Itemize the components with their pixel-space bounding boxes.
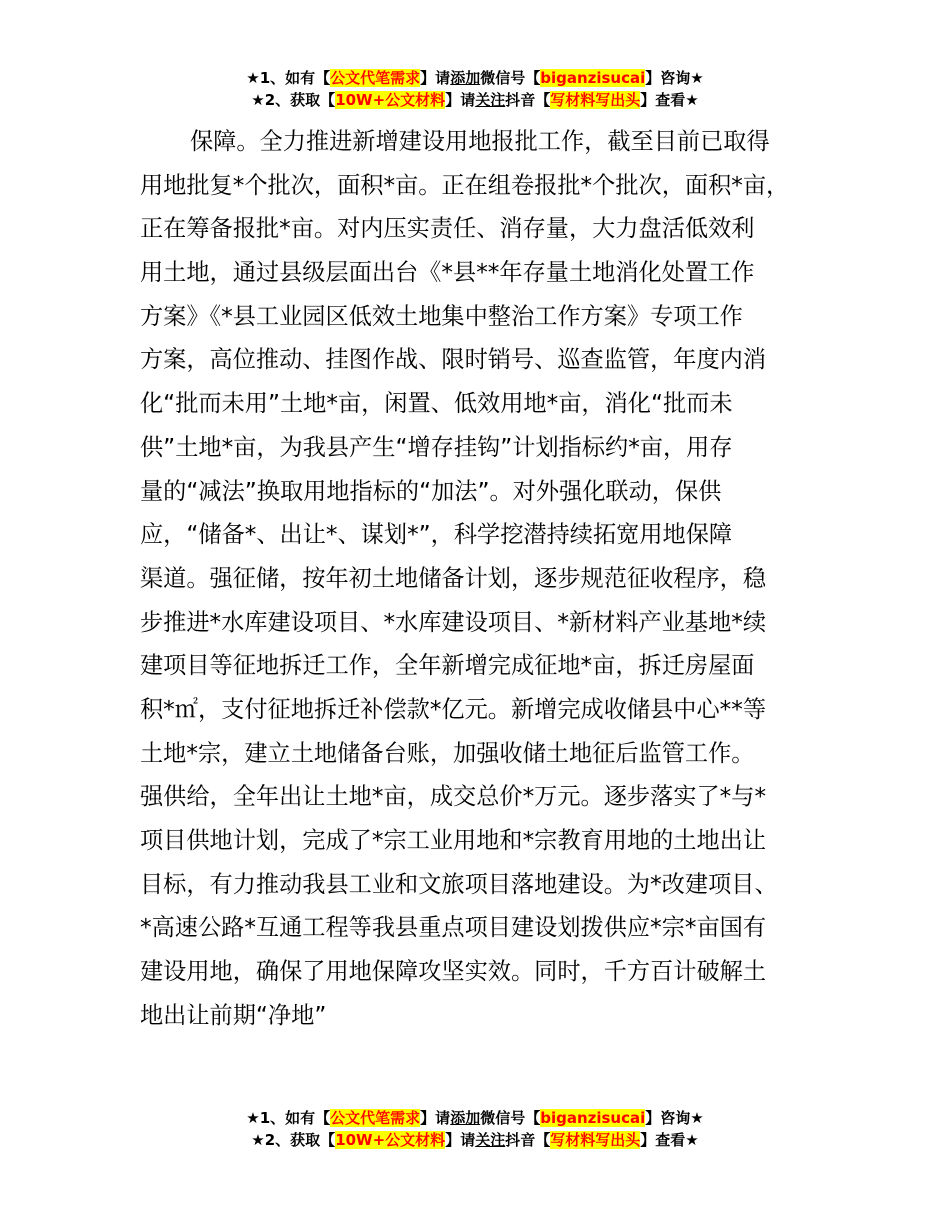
banner-text: 】咨询★	[645, 1109, 704, 1127]
body-line: 保障。全力推进新增建设用地报批工作，截至目前已取得	[190, 128, 770, 155]
body-line: 方案》《*县工业园区低效土地集中整治工作方案》专项工作	[140, 302, 743, 330]
body-line: 地出让前期“净地”	[140, 1001, 327, 1029]
body-line: 积*㎡，支付征地拆迁补偿款*亿元。新增完成收储县中心**等	[140, 695, 767, 723]
body-line: 步推进*水库建设项目、*水库建设项目、*新材料产业基地*续	[140, 608, 767, 636]
body-line: 渠道。强征储，按年初土地储备计划，逐步规范征收程序，稳	[140, 564, 767, 592]
document-body	[140, 120, 825, 1037]
banner-text: 抖音【	[505, 91, 551, 109]
body-line: 目标，有力推动我县工业和文旅项目落地建设。为*改建项目、	[140, 870, 778, 898]
banner-text: 】请	[420, 1109, 451, 1127]
body-line: 应，“储备*、出让*、谋划*”，科学挖潜持续拓宽用地保障	[140, 521, 733, 549]
highlight-wechat-id: biganzisucai	[540, 1109, 646, 1127]
highlight-wechat-id: biganzisucai	[540, 69, 646, 87]
body-line: 用土地，通过县级层面出台《*县**年存量土地消化处置工作	[140, 259, 755, 287]
top-banner	[0, 67, 950, 111]
banner-text: ★1、如有【	[246, 69, 331, 87]
banner-line-2	[0, 89, 950, 111]
banner-text: 】咨询★	[645, 69, 704, 87]
banner-text: ★1、如有【	[246, 1109, 331, 1127]
highlight-service: 公文代笔需求	[330, 69, 421, 87]
banner-text: ★2、获取【	[251, 1131, 336, 1149]
highlight-service: 公文代笔需求	[330, 1109, 421, 1127]
banner-line-1	[0, 67, 950, 89]
banner-text: 】查看★	[640, 1131, 699, 1149]
body-line: 化“批而未用”土地*亩，闲置、低效用地*亩，消化“批而未	[140, 390, 733, 418]
body-line: 土地*宗，建立土地储备台账，加强收储土地征后监管工作。	[140, 739, 755, 767]
underlined-text: 关注	[475, 91, 506, 109]
banner-text: ★2、获取【	[251, 91, 336, 109]
underlined-text: 添加	[450, 1109, 481, 1127]
body-line: 供”土地*亩，为我县产生“增存挂钩”计划指标约*亩，用存	[140, 433, 733, 461]
highlight-douyin-account: 写材料写出头	[550, 1131, 641, 1149]
body-line: 方案，高位推动、挂图作战、限时销号、巡查监管，年度内消	[140, 346, 767, 374]
body-line: 正在筹备报批*亩。对内压实责任、消存量，大力盘活低效利	[140, 215, 755, 243]
banner-text: 】请	[420, 69, 451, 87]
banner-text: 微信号【	[480, 1109, 541, 1127]
body-line: 用地批复*个批次，面积*亩。正在组卷报批*个批次，面积*亩，	[140, 171, 790, 199]
body-line: 建设用地，确保了用地保障攻坚实效。同时，千方百计破解土	[140, 958, 767, 986]
banner-text: 微信号【	[480, 69, 541, 87]
banner-line-2	[0, 1129, 950, 1151]
banner-text: 】查看★	[640, 91, 699, 109]
highlight-douyin-account: 写材料写出头	[550, 91, 641, 109]
highlight-materials: 10W+公文材料	[335, 91, 446, 109]
bottom-banner	[0, 1107, 950, 1151]
underlined-text: 关注	[475, 1131, 506, 1149]
underlined-text: 添加	[450, 69, 481, 87]
banner-line-1	[0, 1107, 950, 1129]
body-line: 建项目等征地拆迁工作，全年新增完成征地*亩，拆迁房屋面	[140, 652, 755, 680]
body-line: 项目供地计划，完成了*宗工业用地和*宗教育用地的土地出让	[140, 827, 767, 854]
body-line: *高速公路*互通工程等我县重点项目建设划拨供应*宗*亩国有	[140, 914, 767, 942]
body-line: 强供给，全年出让土地*亩，成交总价*万元。逐步落实了*与*	[140, 783, 767, 811]
body-line: 量的“减法”换取用地指标的“加法”。对外强化联动，保供	[140, 477, 722, 505]
banner-text: 】请	[445, 1131, 476, 1149]
highlight-materials: 10W+公文材料	[335, 1131, 446, 1149]
banner-text: 】请	[445, 91, 476, 109]
banner-text: 抖音【	[505, 1131, 551, 1149]
